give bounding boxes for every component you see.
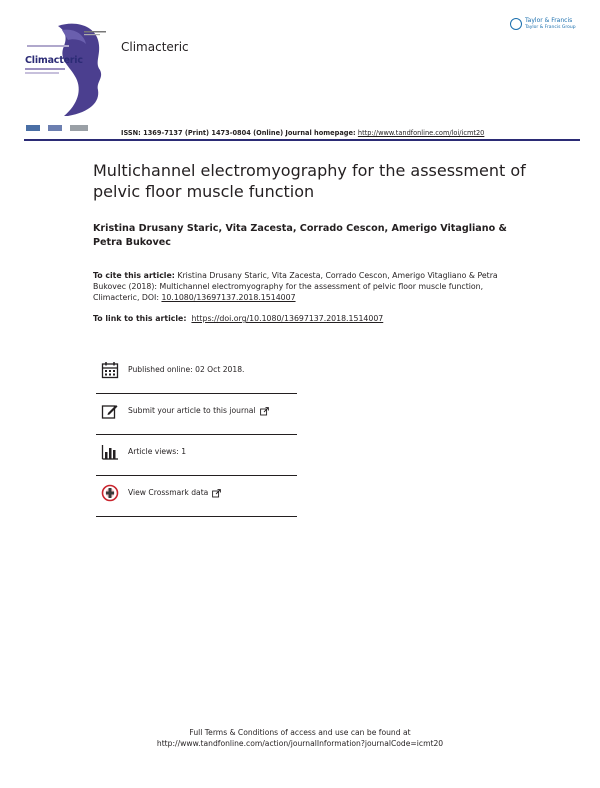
article-views-text: Article views: 1 — [128, 447, 187, 456]
journal-name: Climacteric — [121, 40, 189, 54]
citation-block — [93, 270, 513, 303]
header-divider — [24, 139, 580, 141]
calendar-icon — [100, 360, 120, 380]
issn-text: ISSN: 1369-7137 (Print) 1473-0804 (Online) Journal homepage: — [121, 129, 358, 137]
citation-doi-link[interactable]: 10.1080/13697137.2018.1514007 — [161, 293, 296, 302]
article-info-list — [96, 349, 297, 519]
submit-article-row[interactable] — [96, 390, 297, 431]
submit-article-link[interactable]: Submit your article to this journal — [128, 406, 256, 415]
external-link-icon — [260, 401, 269, 420]
journal-homepage-link[interactable]: http://www.tandfonline.com/loi/icmt20 — [357, 129, 485, 137]
bar-chart-icon — [100, 442, 120, 462]
article-views-row — [96, 431, 297, 472]
citation-label: To cite this article: — [93, 271, 175, 280]
cover-top-label — [27, 45, 69, 47]
publisher-logo-icon — [510, 18, 522, 30]
article-doi-link[interactable]: https://doi.org/10.1080/13697137.2018.1514007 — [191, 314, 384, 323]
footer-terms — [0, 727, 600, 749]
footer-line1: Full Terms & Conditions of access and use can be found at — [189, 728, 411, 737]
cover-subtitle-bar — [25, 68, 65, 70]
publisher-logo-line1: Taylor & Francis — [525, 17, 573, 24]
crossmark-row[interactable] — [96, 472, 297, 513]
crossmark-icon — [100, 483, 120, 503]
article-title: Multichannel electromyography for the assessment of pelvic floor muscle function — [93, 161, 526, 201]
cover-subtitle-bar — [25, 72, 59, 74]
sponsor-logo — [48, 125, 62, 131]
article-authors: Kristina Drusany Staric, Vita Zacesta, Corrado Cescon, Amerigo Vitagliano & Petra Bukovec — [93, 223, 507, 248]
edit-icon — [100, 401, 120, 421]
published-online-text: Published online: 02 Oct 2018. — [128, 365, 245, 374]
article-link-label: To link to this article: — [93, 314, 187, 323]
sponsor-logo — [70, 125, 88, 131]
issn-line — [121, 129, 484, 137]
article-link-block — [93, 314, 383, 323]
cover-title: Climacteric — [25, 55, 83, 66]
info-divider — [96, 516, 297, 517]
external-link-icon — [212, 483, 221, 502]
publisher-logo — [510, 17, 576, 31]
cover-sponsor-logos — [26, 125, 88, 131]
cover-corner-label — [84, 21, 106, 26]
footer-terms-link[interactable]: http://www.tandfonline.com/action/journalInformation?journalCode=icmt20 — [156, 739, 444, 748]
crossmark-link[interactable]: View Crossmark data — [128, 488, 209, 497]
sponsor-logo — [26, 125, 40, 131]
publisher-logo-line2: Taylor & Francis Group — [525, 25, 576, 30]
citation-text: Kristina Drusany Staric, Vita Zacesta, Corrado Cescon, Amerigo Vitagliano & Petra Bukovec (2018): Multichannel electromyography for the assessment of pelvic floor muscle function, Climacteric, DOI: — [93, 271, 498, 302]
published-online-row — [96, 349, 297, 390]
